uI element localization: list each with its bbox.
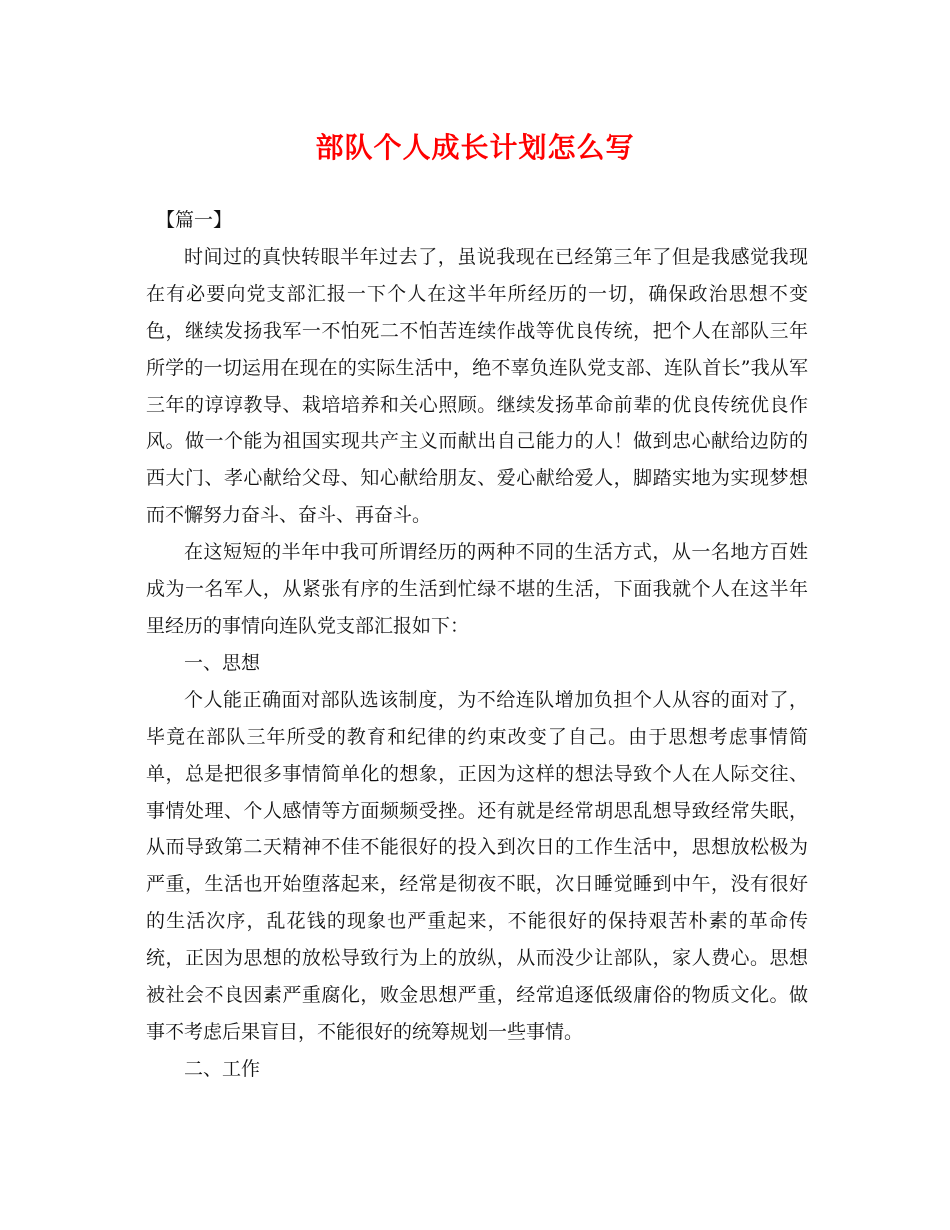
section-marker: 【篇一】 <box>156 209 233 231</box>
body-paragraph: 在这短短的半年中我可所谓经历的两种不同的生活方式，从一名地方百姓成为一名军人，从紧张有序的生活到忙绿不堪的生活，下面我就个人在这半年里经历的事情向连队党支部汇报如下： <box>146 541 808 637</box>
body-paragraph: 个人能正确面对部队选该制度，为不给连队增加负担个人从容的面对了，毕竟在部队三年所受的教育和纪律的约束改变了自己。由于思想考虑事情简单，总是把很多事情简单化的想象，正因为这样的想法导致个人在人际交往、事情处理、个人感情等方面频频受挫。还有就是经常胡思乱想导致经常失眠，从而导致第二天精神不佳不能很好的投入到次日的工作生活中，思想放松极为严重，生活也开始堕落起来，经常是彻夜不眠，次日睡觉睡到中午，没有很好的生活次序，乱花钱的现象也严重起来，不能很好的保持艰苦朴素的革命传统，正因为思想的放松导致行为上的放纵，从而没少让部队，家人费心。思想被社会不良因素严重腐化，败金思想严重，经常追逐低级庸俗的物质文化。做事不考虑后果盲目，不能很好的统筹规划一些事情。 <box>146 688 808 1043</box>
section-heading: 二、工作 <box>184 1057 261 1080</box>
body-paragraph: 时间过的真快转眼半年过去了，虽说我现在已经第三年了但是我感觉我现在有必要向党支部汇报一下个人在这半年所经历的一切，确保政治思想不变色，继续发扬我军一不怕死二不怕苦连续作战等优良传统，把个人在部队三年所学的一切运用在现在的实际生活中，绝不辜负连队党支部、连队首长”我从军三年的谆谆教导、栽培培养和关心照顾。继续发扬革命前辈的优良传统优良作风。做一个能为祖国实现共产主义而献出自己能力的人！做到忠心献给边防的西大门、孝心献给父母、知心献给朋友、爱心献给爱人，脚踏实地为实现梦想而不懈努力奋斗、奋斗、再奋斗。 <box>146 245 808 527</box>
document-body <box>146 202 808 1088</box>
section-heading: 一、思想 <box>184 651 261 674</box>
document-title: 部队个人成长计划怎么写 <box>315 131 635 164</box>
